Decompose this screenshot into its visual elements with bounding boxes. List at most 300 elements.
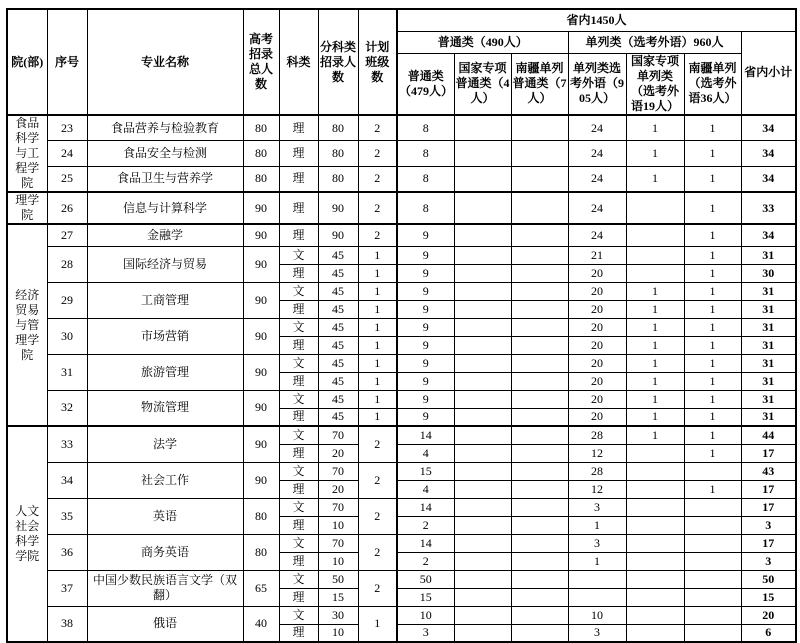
value-cell: 24 <box>568 224 626 246</box>
value-cell: 1 <box>684 372 741 390</box>
value-cell <box>454 390 511 408</box>
col-header-nanjiang-general: 南疆单列普通类（7人） <box>511 53 568 115</box>
value-cell <box>454 552 511 570</box>
value-cell: 1 <box>626 318 684 336</box>
value-cell <box>626 552 684 570</box>
gaokao-total-cell: 80 <box>243 166 279 192</box>
major-name-cell: 俄语 <box>87 606 243 642</box>
classes-cell: 2 <box>358 462 397 498</box>
value-cell: 20 <box>568 318 626 336</box>
table-row <box>7 498 796 516</box>
value-cell <box>454 624 511 642</box>
classes-cell: 1 <box>358 390 397 408</box>
value-cell <box>454 426 511 444</box>
table-header <box>7 9 796 115</box>
value-cell <box>511 426 568 444</box>
major-name-cell: 中国少数民族语言文学（双翻） <box>87 570 243 606</box>
seq-cell: 38 <box>47 606 87 642</box>
value-cell: 4 <box>397 444 454 462</box>
admission-plan-table <box>6 8 797 643</box>
value-cell: 1 <box>626 300 684 318</box>
gaokao-total-cell: 90 <box>243 318 279 354</box>
value-cell <box>454 336 511 354</box>
subject-count-cell: 80 <box>318 141 358 167</box>
value-cell: 8 <box>397 141 454 167</box>
value-cell <box>511 264 568 282</box>
subtotal-cell: 6 <box>741 624 796 642</box>
major-name-cell: 物流管理 <box>87 390 243 426</box>
major-name-cell: 法学 <box>87 426 243 462</box>
table-row <box>7 192 796 224</box>
value-cell <box>454 462 511 480</box>
subtotal-cell: 15 <box>741 588 796 606</box>
gaokao-total-cell: 80 <box>243 115 279 141</box>
value-cell: 1 <box>684 166 741 192</box>
value-cell: 1 <box>626 426 684 444</box>
classes-cell: 1 <box>358 372 397 390</box>
subtotal-cell: 31 <box>741 300 796 318</box>
col-header-general: 普通类（479人） <box>397 53 454 115</box>
subject-count-cell: 45 <box>318 390 358 408</box>
table-row <box>7 606 796 624</box>
value-cell: 1 <box>684 354 741 372</box>
seq-cell: 33 <box>47 426 87 462</box>
value-cell: 20 <box>568 372 626 390</box>
value-cell <box>511 624 568 642</box>
classes-cell: 1 <box>358 606 397 642</box>
value-cell <box>684 588 741 606</box>
value-cell: 1 <box>684 282 741 300</box>
value-cell: 1 <box>684 390 741 408</box>
value-cell: 8 <box>397 192 454 224</box>
value-cell <box>626 192 684 224</box>
seq-cell: 25 <box>47 166 87 192</box>
value-cell <box>454 141 511 167</box>
major-name-cell: 食品安全与检测 <box>87 141 243 167</box>
col-header-classes: 计划班级数 <box>358 9 397 115</box>
value-cell <box>454 570 511 588</box>
value-cell <box>684 606 741 624</box>
value-cell: 1 <box>568 516 626 534</box>
value-cell <box>684 624 741 642</box>
value-cell <box>511 570 568 588</box>
subtotal-cell: 33 <box>741 192 796 224</box>
subject-count-cell: 30 <box>318 606 358 624</box>
seq-cell: 32 <box>47 390 87 426</box>
major-name-cell: 工商管理 <box>87 282 243 318</box>
value-cell: 28 <box>568 462 626 480</box>
subject-count-cell: 70 <box>318 498 358 516</box>
value-cell: 1 <box>626 372 684 390</box>
value-cell <box>511 300 568 318</box>
value-cell: 1 <box>626 408 684 426</box>
value-cell: 1 <box>626 166 684 192</box>
value-cell: 24 <box>568 166 626 192</box>
subtotal-cell: 31 <box>741 318 796 336</box>
subject-count-cell: 10 <box>318 552 358 570</box>
gaokao-total-cell: 80 <box>243 498 279 534</box>
gaokao-total-cell: 80 <box>243 141 279 167</box>
value-cell: 12 <box>568 480 626 498</box>
col-header-subject-count: 分科类招录人数 <box>318 9 358 115</box>
subject-cell: 理 <box>279 166 318 192</box>
value-cell <box>454 588 511 606</box>
table-row <box>7 166 796 192</box>
value-cell <box>626 444 684 462</box>
subject-cell: 理 <box>279 552 318 570</box>
subtotal-cell: 20 <box>741 606 796 624</box>
table-row <box>7 570 796 588</box>
classes-cell: 1 <box>358 318 397 336</box>
value-cell <box>454 224 511 246</box>
subtotal-cell: 31 <box>741 336 796 354</box>
value-cell: 9 <box>397 318 454 336</box>
subject-cell: 理 <box>279 624 318 642</box>
table-row <box>7 390 796 408</box>
value-cell <box>684 498 741 516</box>
subtotal-cell: 31 <box>741 372 796 390</box>
seq-cell: 31 <box>47 354 87 390</box>
seq-cell: 24 <box>47 141 87 167</box>
value-cell <box>454 246 511 264</box>
value-cell: 10 <box>568 606 626 624</box>
value-cell: 24 <box>568 192 626 224</box>
major-name-cell: 国际经济与贸易 <box>87 246 243 282</box>
seq-cell: 36 <box>47 534 87 570</box>
seq-cell: 26 <box>47 192 87 224</box>
major-name-cell: 市场营销 <box>87 318 243 354</box>
value-cell: 1 <box>568 552 626 570</box>
subtotal-cell: 17 <box>741 444 796 462</box>
subject-cell: 文 <box>279 354 318 372</box>
value-cell <box>454 408 511 426</box>
value-cell <box>454 300 511 318</box>
value-cell <box>511 372 568 390</box>
value-cell <box>454 318 511 336</box>
value-cell: 1 <box>626 115 684 141</box>
value-cell <box>626 224 684 246</box>
subtotal-cell: 34 <box>741 115 796 141</box>
value-cell: 1 <box>684 408 741 426</box>
col-header-seq: 序号 <box>47 9 87 115</box>
value-cell: 1 <box>684 444 741 462</box>
subtotal-cell: 17 <box>741 480 796 498</box>
subject-cell: 文 <box>279 282 318 300</box>
classes-cell: 1 <box>358 300 397 318</box>
value-cell <box>454 354 511 372</box>
classes-cell: 2 <box>358 570 397 606</box>
subtotal-cell: 17 <box>741 498 796 516</box>
subject-count-cell: 80 <box>318 166 358 192</box>
classes-cell: 2 <box>358 166 397 192</box>
value-cell <box>511 462 568 480</box>
subject-count-cell: 20 <box>318 444 358 462</box>
value-cell <box>454 166 511 192</box>
value-cell: 14 <box>397 426 454 444</box>
gaokao-total-cell: 90 <box>243 426 279 462</box>
subject-count-cell: 45 <box>318 372 358 390</box>
col-header-subject: 科类 <box>279 9 318 115</box>
subject-cell: 文 <box>279 462 318 480</box>
subject-count-cell: 10 <box>318 516 358 534</box>
subject-cell: 文 <box>279 246 318 264</box>
subject-cell: 理 <box>279 336 318 354</box>
major-name-cell: 英语 <box>87 498 243 534</box>
value-cell: 1 <box>626 282 684 300</box>
subtotal-cell: 3 <box>741 552 796 570</box>
classes-cell: 2 <box>358 192 397 224</box>
subject-count-cell: 15 <box>318 588 358 606</box>
value-cell <box>454 606 511 624</box>
value-cell: 1 <box>626 141 684 167</box>
classes-cell: 1 <box>358 336 397 354</box>
value-cell: 9 <box>397 264 454 282</box>
subject-cell: 文 <box>279 606 318 624</box>
value-cell: 9 <box>397 246 454 264</box>
gaokao-total-cell: 90 <box>243 282 279 318</box>
major-name-cell: 信息与计算科学 <box>87 192 243 224</box>
major-name-cell: 金融学 <box>87 224 243 246</box>
value-cell <box>684 552 741 570</box>
value-cell <box>626 588 684 606</box>
seq-cell: 27 <box>47 224 87 246</box>
value-cell: 15 <box>397 588 454 606</box>
classes-cell: 1 <box>358 246 397 264</box>
subtotal-cell: 31 <box>741 246 796 264</box>
value-cell <box>684 534 741 552</box>
value-cell: 21 <box>568 246 626 264</box>
value-cell: 10 <box>397 606 454 624</box>
subject-cell: 理 <box>279 264 318 282</box>
col-header-gaokao-total: 高考招录总人数 <box>243 9 279 115</box>
table-row <box>7 462 796 480</box>
value-cell <box>511 141 568 167</box>
value-cell <box>511 192 568 224</box>
table-row <box>7 426 796 444</box>
table-row <box>7 115 796 141</box>
table-row <box>7 246 796 264</box>
seq-cell: 23 <box>47 115 87 141</box>
value-cell: 9 <box>397 224 454 246</box>
subject-cell: 文 <box>279 570 318 588</box>
subject-cell: 理 <box>279 516 318 534</box>
header-general-group: 普通类（490人） <box>397 31 568 53</box>
value-cell: 28 <box>568 426 626 444</box>
value-cell: 3 <box>397 624 454 642</box>
value-cell <box>626 480 684 498</box>
college-cell: 理学院 <box>7 192 47 224</box>
value-cell <box>454 498 511 516</box>
value-cell <box>626 498 684 516</box>
value-cell <box>511 336 568 354</box>
value-cell <box>511 282 568 300</box>
value-cell: 24 <box>568 115 626 141</box>
subtotal-cell: 34 <box>741 224 796 246</box>
seq-cell: 34 <box>47 462 87 498</box>
subject-cell: 文 <box>279 318 318 336</box>
subtotal-cell: 17 <box>741 534 796 552</box>
subject-count-cell: 70 <box>318 462 358 480</box>
subject-cell: 文 <box>279 498 318 516</box>
value-cell: 1 <box>684 141 741 167</box>
table-row <box>7 354 796 372</box>
value-cell <box>454 534 511 552</box>
value-cell: 3 <box>568 534 626 552</box>
subject-count-cell: 45 <box>318 354 358 372</box>
subject-count-cell: 90 <box>318 192 358 224</box>
classes-cell: 2 <box>358 534 397 570</box>
subject-count-cell: 50 <box>318 570 358 588</box>
value-cell <box>511 354 568 372</box>
major-name-cell: 食品营养与检验教育 <box>87 115 243 141</box>
col-header-single-foreign: 单列类选考外语（905人） <box>568 53 626 115</box>
major-name-cell: 食品卫生与营养学 <box>87 166 243 192</box>
value-cell <box>511 115 568 141</box>
value-cell <box>568 570 626 588</box>
subtotal-cell: 31 <box>741 282 796 300</box>
value-cell <box>626 264 684 282</box>
value-cell <box>511 166 568 192</box>
gaokao-total-cell: 90 <box>243 354 279 390</box>
value-cell <box>511 444 568 462</box>
major-name-cell: 社会工作 <box>87 462 243 498</box>
value-cell: 20 <box>568 354 626 372</box>
subject-cell: 文 <box>279 534 318 552</box>
value-cell: 50 <box>397 570 454 588</box>
value-cell <box>511 246 568 264</box>
subject-cell: 文 <box>279 426 318 444</box>
subject-count-cell: 80 <box>318 115 358 141</box>
table-row <box>7 141 796 167</box>
subtotal-cell: 31 <box>741 408 796 426</box>
subject-cell: 理 <box>279 444 318 462</box>
classes-cell: 2 <box>358 224 397 246</box>
table-row <box>7 224 796 246</box>
gaokao-total-cell: 90 <box>243 462 279 498</box>
classes-cell: 2 <box>358 426 397 462</box>
header-province-total: 省内1450人 <box>397 9 796 31</box>
value-cell <box>511 534 568 552</box>
value-cell <box>454 264 511 282</box>
value-cell: 9 <box>397 372 454 390</box>
table-row <box>7 318 796 336</box>
subject-cell: 理 <box>279 224 318 246</box>
value-cell: 3 <box>568 624 626 642</box>
value-cell <box>568 588 626 606</box>
classes-cell: 1 <box>358 264 397 282</box>
value-cell <box>511 408 568 426</box>
classes-cell: 1 <box>358 282 397 300</box>
seq-cell: 37 <box>47 570 87 606</box>
value-cell <box>626 606 684 624</box>
value-cell: 8 <box>397 115 454 141</box>
col-header-nanjiang-single: 南疆单列（选考外语36人） <box>684 53 741 115</box>
subtotal-cell: 34 <box>741 141 796 167</box>
gaokao-total-cell: 90 <box>243 390 279 426</box>
value-cell: 9 <box>397 300 454 318</box>
value-cell <box>454 480 511 498</box>
subject-cell: 文 <box>279 390 318 408</box>
value-cell <box>626 624 684 642</box>
value-cell: 8 <box>397 166 454 192</box>
subject-count-cell: 45 <box>318 408 358 426</box>
col-header-college: 院(部) <box>7 9 47 115</box>
value-cell: 9 <box>397 354 454 372</box>
value-cell: 1 <box>684 264 741 282</box>
subject-count-cell: 70 <box>318 426 358 444</box>
value-cell: 4 <box>397 480 454 498</box>
value-cell <box>626 462 684 480</box>
value-cell: 1 <box>626 390 684 408</box>
value-cell <box>511 588 568 606</box>
college-cell: 食品科学与工程学院 <box>7 115 47 192</box>
value-cell: 1 <box>626 336 684 354</box>
subtotal-cell: 3 <box>741 516 796 534</box>
value-cell <box>511 552 568 570</box>
college-cell: 经济贸易与管理学院 <box>7 224 47 426</box>
subject-count-cell: 70 <box>318 534 358 552</box>
seq-cell: 28 <box>47 246 87 282</box>
subject-cell: 理 <box>279 408 318 426</box>
value-cell: 3 <box>568 498 626 516</box>
value-cell <box>626 246 684 264</box>
value-cell <box>684 516 741 534</box>
value-cell: 12 <box>568 444 626 462</box>
classes-cell: 1 <box>358 408 397 426</box>
value-cell <box>511 498 568 516</box>
classes-cell: 1 <box>358 354 397 372</box>
value-cell: 1 <box>684 115 741 141</box>
value-cell: 20 <box>568 408 626 426</box>
classes-cell: 2 <box>358 498 397 534</box>
gaokao-total-cell: 80 <box>243 534 279 570</box>
subject-cell: 理 <box>279 588 318 606</box>
value-cell: 9 <box>397 390 454 408</box>
value-cell <box>511 480 568 498</box>
value-cell: 1 <box>626 354 684 372</box>
value-cell <box>626 570 684 588</box>
classes-cell: 2 <box>358 141 397 167</box>
subject-count-cell: 45 <box>318 282 358 300</box>
value-cell <box>684 462 741 480</box>
college-cell: 人文社会科学学院 <box>7 426 47 642</box>
subject-cell: 理 <box>279 372 318 390</box>
subtotal-cell: 44 <box>741 426 796 444</box>
value-cell: 2 <box>397 552 454 570</box>
subtotal-cell: 34 <box>741 166 796 192</box>
value-cell: 9 <box>397 282 454 300</box>
subject-cell: 理 <box>279 300 318 318</box>
value-cell: 1 <box>684 192 741 224</box>
subject-count-cell: 45 <box>318 336 358 354</box>
value-cell <box>511 318 568 336</box>
subtotal-cell: 30 <box>741 264 796 282</box>
value-cell: 1 <box>684 336 741 354</box>
value-cell: 2 <box>397 516 454 534</box>
value-cell: 9 <box>397 408 454 426</box>
value-cell <box>626 516 684 534</box>
col-header-national-general: 国家专项普通类（4人） <box>454 53 511 115</box>
major-name-cell: 旅游管理 <box>87 354 243 390</box>
value-cell: 15 <box>397 462 454 480</box>
value-cell <box>454 372 511 390</box>
col-header-national-single: 国家专项单列类（选考外语19人） <box>626 53 684 115</box>
gaokao-total-cell: 90 <box>243 224 279 246</box>
subject-count-cell: 90 <box>318 224 358 246</box>
subject-count-cell: 45 <box>318 300 358 318</box>
gaokao-total-cell: 65 <box>243 570 279 606</box>
value-cell <box>511 390 568 408</box>
